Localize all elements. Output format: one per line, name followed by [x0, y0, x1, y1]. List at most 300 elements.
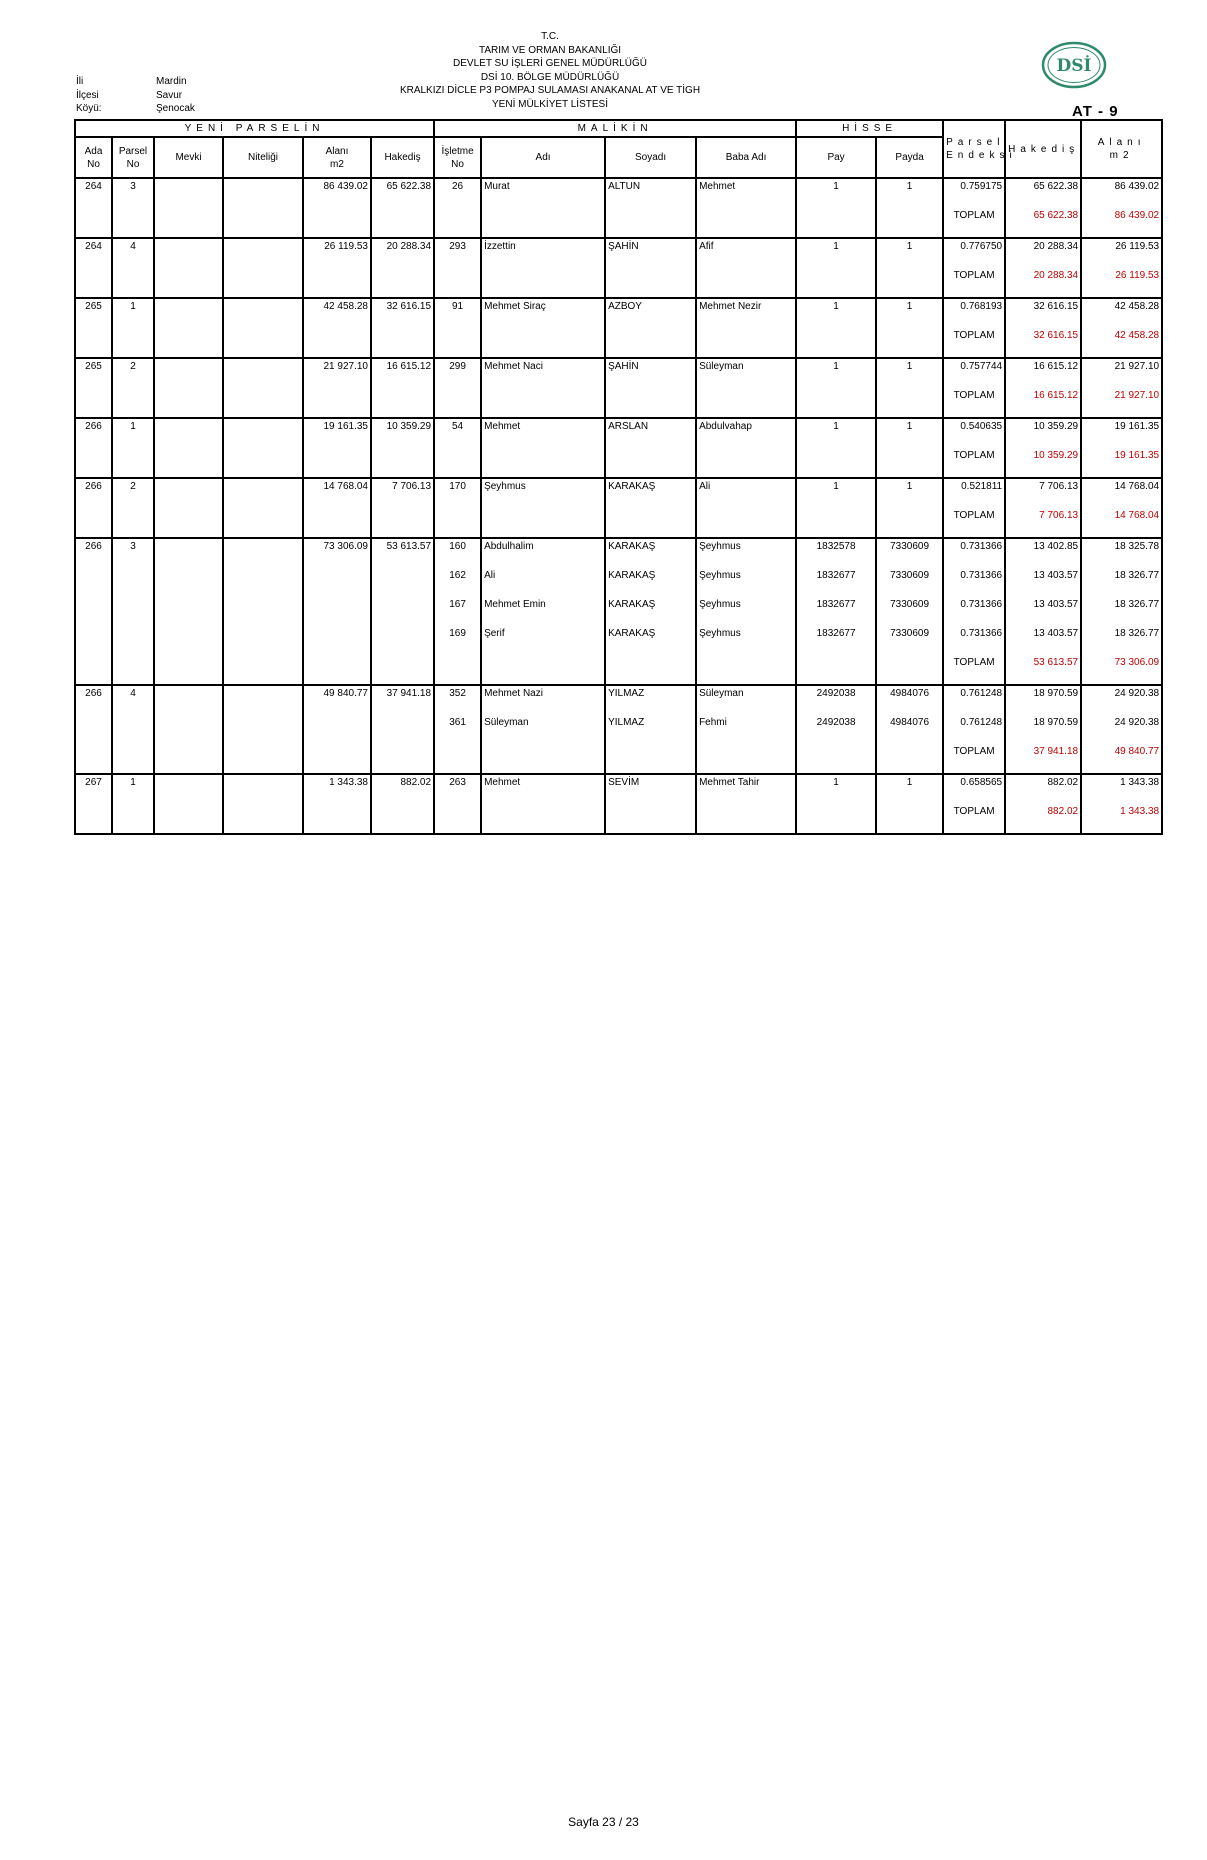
- cell-parsel: [112, 626, 154, 655]
- total-hakedis: 7 706.13: [1005, 508, 1081, 538]
- cell-isletme: [434, 268, 481, 298]
- cell-ada: [75, 268, 112, 298]
- cell-father-name: Mehmet: [696, 178, 796, 208]
- cell-payda: [876, 328, 943, 358]
- table-row: [75, 478, 1162, 508]
- cell-owner-hakedis: 7 706.13: [1005, 478, 1081, 508]
- cell-hakedis: 7 706.13: [371, 478, 434, 508]
- total-hakedis: 882.02: [1005, 804, 1081, 834]
- cell-owner-name: Süleyman: [481, 715, 605, 744]
- cell-alan: [303, 715, 371, 744]
- cell-niteligi: [223, 208, 303, 238]
- cell-alan: 42 458.28: [303, 298, 371, 328]
- table-row: [75, 568, 1162, 597]
- cell-alan: 26 119.53: [303, 238, 371, 268]
- cell-father-name: Mehmet Nezir: [696, 298, 796, 328]
- cell-father-name: [696, 208, 796, 238]
- cell-isletme: 162: [434, 568, 481, 597]
- cell-owner-alan: 24 920.38: [1081, 685, 1162, 715]
- cell-mevki: [154, 268, 223, 298]
- location-label: İli: [76, 76, 84, 87]
- cell-isletme: 263: [434, 774, 481, 804]
- total-alan: 42 458.28: [1081, 328, 1162, 358]
- header-line: DSİ 10. BÖLGE MÜDÜRLÜĞÜ: [480, 71, 620, 83]
- cell-niteligi: [223, 685, 303, 715]
- cell-mevki: [154, 685, 223, 715]
- cell-payda: [876, 655, 943, 685]
- table-row: [75, 774, 1162, 804]
- cell-niteligi: [223, 358, 303, 388]
- cell-mevki: [154, 804, 223, 834]
- cell-endeks: 0.731366: [943, 626, 1005, 655]
- cell-niteligi: [223, 744, 303, 774]
- table-row: [75, 448, 1162, 478]
- cell-owner-surname: YILMAZ: [605, 685, 696, 715]
- cell-parsel: 1: [112, 418, 154, 448]
- cell-father-name: Şeyhmus: [696, 626, 796, 655]
- total-alan: 14 768.04: [1081, 508, 1162, 538]
- total-label: TOPLAM: [943, 388, 1005, 418]
- cell-alan: 14 768.04: [303, 478, 371, 508]
- cell-parsel: 1: [112, 298, 154, 328]
- cell-pay: [796, 328, 876, 358]
- cell-isletme: 91: [434, 298, 481, 328]
- cell-mevki: [154, 744, 223, 774]
- cell-mevki: [154, 328, 223, 358]
- cell-alan: [303, 208, 371, 238]
- cell-father-name: [696, 508, 796, 538]
- cell-owner-name: Mehmet: [481, 774, 605, 804]
- cell-payda: [876, 804, 943, 834]
- total-label: TOPLAM: [943, 328, 1005, 358]
- col-header-alani: Alanı m2: [303, 137, 371, 178]
- cell-owner-surname: [605, 208, 696, 238]
- table-row: [75, 298, 1162, 328]
- cell-payda: [876, 268, 943, 298]
- cell-parsel: 3: [112, 178, 154, 208]
- cell-owner-hakedis: 10 359.29: [1005, 418, 1081, 448]
- cell-hakedis: 37 941.18: [371, 685, 434, 715]
- cell-alan: [303, 568, 371, 597]
- cell-payda: 1: [876, 418, 943, 448]
- cell-payda: 7330609: [876, 626, 943, 655]
- cell-payda: 4984076: [876, 685, 943, 715]
- cell-owner-surname: SEVİM: [605, 774, 696, 804]
- col-header-mevki: Mevki: [154, 137, 223, 178]
- cell-owner-alan: 19 161.35: [1081, 418, 1162, 448]
- cell-ada: 265: [75, 358, 112, 388]
- cell-mevki: [154, 208, 223, 238]
- total-label: TOPLAM: [943, 208, 1005, 238]
- cell-owner-alan: 21 927.10: [1081, 358, 1162, 388]
- location-info: [76, 75, 195, 116]
- cell-owner-surname: KARAKAŞ: [605, 626, 696, 655]
- cell-niteligi: [223, 626, 303, 655]
- cell-father-name: [696, 804, 796, 834]
- document-header: [330, 30, 770, 111]
- cell-ada: [75, 568, 112, 597]
- cell-pay: [796, 268, 876, 298]
- cell-father-name: [696, 328, 796, 358]
- table-row: [75, 328, 1162, 358]
- cell-hakedis: [371, 655, 434, 685]
- cell-owner-alan: 86 439.02: [1081, 178, 1162, 208]
- cell-payda: [876, 388, 943, 418]
- cell-owner-alan: 18 326.77: [1081, 568, 1162, 597]
- total-hakedis: 10 359.29: [1005, 448, 1081, 478]
- total-label: TOPLAM: [943, 508, 1005, 538]
- cell-pay: 1: [796, 478, 876, 508]
- cell-endeks: 0.731366: [943, 538, 1005, 568]
- group-header-owner: MALİKİN: [434, 120, 796, 137]
- cell-owner-hakedis: 882.02: [1005, 774, 1081, 804]
- col-header-niteligi: Niteliği: [223, 137, 303, 178]
- cell-niteligi: [223, 568, 303, 597]
- cell-owner-alan: 14 768.04: [1081, 478, 1162, 508]
- cell-father-name: [696, 388, 796, 418]
- cell-pay: 1: [796, 238, 876, 268]
- cell-owner-hakedis: 20 288.34: [1005, 238, 1081, 268]
- cell-owner-name: Mehmet Emin: [481, 597, 605, 626]
- total-hakedis: 20 288.34: [1005, 268, 1081, 298]
- cell-alan: [303, 508, 371, 538]
- cell-owner-name: Şeyhmus: [481, 478, 605, 508]
- total-alan: 19 161.35: [1081, 448, 1162, 478]
- cell-mevki: [154, 448, 223, 478]
- cell-alan: [303, 626, 371, 655]
- cell-endeks: 0.521811: [943, 478, 1005, 508]
- cell-mevki: [154, 358, 223, 388]
- cell-pay: 1832578: [796, 538, 876, 568]
- header-line: YENİ MÜLKİYET LİSTESİ: [492, 98, 608, 110]
- cell-payda: 7330609: [876, 568, 943, 597]
- cell-alan: [303, 388, 371, 418]
- cell-parsel: [112, 448, 154, 478]
- cell-parsel: [112, 804, 154, 834]
- group-header-share: HİSSE: [796, 120, 943, 137]
- cell-hakedis: 10 359.29: [371, 418, 434, 448]
- cell-owner-alan: 18 326.77: [1081, 597, 1162, 626]
- cell-niteligi: [223, 418, 303, 448]
- cell-niteligi: [223, 448, 303, 478]
- page-footer: Sayfa 23 / 23: [568, 1815, 639, 1829]
- cell-parsel: 4: [112, 238, 154, 268]
- cell-ada: [75, 448, 112, 478]
- col-header-hakedis2: Hakediş: [1005, 120, 1081, 178]
- cell-isletme: 361: [434, 715, 481, 744]
- group-header-parcel: YENİ PARSELİN: [75, 120, 434, 137]
- cell-owner-alan: 18 325.78: [1081, 538, 1162, 568]
- cell-payda: [876, 508, 943, 538]
- table-row: [75, 538, 1162, 568]
- cell-hakedis: [371, 804, 434, 834]
- cell-payda: 1: [876, 298, 943, 328]
- cell-hakedis: 32 616.15: [371, 298, 434, 328]
- cell-isletme: 299: [434, 358, 481, 388]
- cell-alan: 1 343.38: [303, 774, 371, 804]
- cell-owner-name: Murat: [481, 178, 605, 208]
- cell-owner-name: [481, 208, 605, 238]
- cell-endeks: 0.731366: [943, 568, 1005, 597]
- cell-owner-surname: KARAKAŞ: [605, 568, 696, 597]
- cell-mevki: [154, 508, 223, 538]
- cell-niteligi: [223, 328, 303, 358]
- cell-pay: 1: [796, 358, 876, 388]
- cell-pay: [796, 388, 876, 418]
- location-label: İlçesi: [76, 89, 99, 101]
- cell-father-name: [696, 655, 796, 685]
- total-hakedis: 53 613.57: [1005, 655, 1081, 685]
- cell-pay: [796, 208, 876, 238]
- cell-hakedis: [371, 268, 434, 298]
- cell-ada: 264: [75, 178, 112, 208]
- cell-isletme: [434, 804, 481, 834]
- col-header-soyadi: Soyadı: [605, 137, 696, 178]
- cell-parsel: [112, 744, 154, 774]
- cell-payda: 1: [876, 358, 943, 388]
- cell-ada: 265: [75, 298, 112, 328]
- cell-hakedis: 882.02: [371, 774, 434, 804]
- cell-owner-name: [481, 508, 605, 538]
- cell-owner-surname: KARAKAŞ: [605, 597, 696, 626]
- cell-mevki: [154, 774, 223, 804]
- cell-ada: [75, 626, 112, 655]
- cell-parsel: [112, 568, 154, 597]
- cell-endeks: 0.757744: [943, 358, 1005, 388]
- cell-niteligi: [223, 478, 303, 508]
- col-header-alani2: Alanı m2: [1081, 120, 1162, 178]
- cell-endeks: 0.540635: [943, 418, 1005, 448]
- location-label: Köyü:: [76, 103, 102, 114]
- cell-ada: 266: [75, 418, 112, 448]
- cell-endeks: 0.731366: [943, 597, 1005, 626]
- table-row: [75, 178, 1162, 208]
- table-row: [75, 268, 1162, 298]
- cell-parsel: 4: [112, 685, 154, 715]
- table-row: [75, 685, 1162, 715]
- cell-payda: [876, 448, 943, 478]
- cell-isletme: [434, 744, 481, 774]
- cell-parsel: [112, 268, 154, 298]
- cell-isletme: 170: [434, 478, 481, 508]
- cell-owner-hakedis: 13 403.57: [1005, 597, 1081, 626]
- cell-hakedis: [371, 568, 434, 597]
- cell-alan: 49 840.77: [303, 685, 371, 715]
- cell-owner-hakedis: 65 622.38: [1005, 178, 1081, 208]
- cell-owner-name: Şerif: [481, 626, 605, 655]
- cell-owner-hakedis: 18 970.59: [1005, 685, 1081, 715]
- table-row: [75, 715, 1162, 744]
- cell-pay: 1: [796, 178, 876, 208]
- cell-isletme: 293: [434, 238, 481, 268]
- col-header-endeks: Parsel Endeksi: [943, 120, 1005, 178]
- cell-pay: [796, 448, 876, 478]
- header-line: DEVLET SU İŞLERİ GENEL MÜDÜRLÜĞÜ: [453, 58, 647, 69]
- cell-pay: 2492038: [796, 715, 876, 744]
- table-row: [75, 208, 1162, 238]
- cell-ada: [75, 597, 112, 626]
- cell-isletme: 167: [434, 597, 481, 626]
- cell-owner-surname: ŞAHİN: [605, 238, 696, 268]
- cell-alan: 19 161.35: [303, 418, 371, 448]
- cell-parsel: 2: [112, 358, 154, 388]
- cell-parsel: 1: [112, 774, 154, 804]
- table-row: [75, 626, 1162, 655]
- cell-hakedis: [371, 208, 434, 238]
- cell-isletme: [434, 208, 481, 238]
- cell-mevki: [154, 298, 223, 328]
- cell-owner-surname: [605, 655, 696, 685]
- cell-hakedis: 53 613.57: [371, 538, 434, 568]
- cell-pay: 1832677: [796, 626, 876, 655]
- cell-owner-name: Mehmet Siraç: [481, 298, 605, 328]
- cell-hakedis: [371, 508, 434, 538]
- cell-father-name: Afif: [696, 238, 796, 268]
- cell-ada: [75, 715, 112, 744]
- cell-payda: 1: [876, 178, 943, 208]
- cell-alan: 21 927.10: [303, 358, 371, 388]
- cell-father-name: [696, 448, 796, 478]
- cell-payda: 1: [876, 774, 943, 804]
- ownership-table: [74, 119, 1163, 835]
- cell-niteligi: [223, 597, 303, 626]
- cell-owner-surname: [605, 804, 696, 834]
- cell-payda: 4984076: [876, 715, 943, 744]
- cell-father-name: [696, 744, 796, 774]
- cell-niteligi: [223, 238, 303, 268]
- cell-parsel: [112, 328, 154, 358]
- total-label: TOPLAM: [943, 268, 1005, 298]
- cell-mevki: [154, 568, 223, 597]
- logo-text: DSİ: [1056, 56, 1092, 76]
- cell-payda: 7330609: [876, 538, 943, 568]
- location-value: Savur: [156, 89, 183, 101]
- cell-parsel: 3: [112, 538, 154, 568]
- table-row: [75, 358, 1162, 388]
- cell-isletme: 352: [434, 685, 481, 715]
- cell-payda: 7330609: [876, 597, 943, 626]
- cell-endeks: 0.776750: [943, 238, 1005, 268]
- cell-father-name: Süleyman: [696, 358, 796, 388]
- cell-pay: 1: [796, 418, 876, 448]
- total-alan: 26 119.53: [1081, 268, 1162, 298]
- table-row: [75, 388, 1162, 418]
- cell-owner-surname: ARSLAN: [605, 418, 696, 448]
- cell-owner-hakedis: 32 616.15: [1005, 298, 1081, 328]
- cell-owner-name: Mehmet Nazi: [481, 685, 605, 715]
- cell-isletme: [434, 508, 481, 538]
- cell-alan: [303, 448, 371, 478]
- cell-alan: 73 306.09: [303, 538, 371, 568]
- cell-father-name: Ali: [696, 478, 796, 508]
- cell-isletme: 169: [434, 626, 481, 655]
- cell-owner-name: Ali: [481, 568, 605, 597]
- table-row: [75, 597, 1162, 626]
- cell-ada: 264: [75, 238, 112, 268]
- cell-owner-name: Mehmet Naci: [481, 358, 605, 388]
- cell-alan: [303, 655, 371, 685]
- cell-hakedis: [371, 448, 434, 478]
- cell-payda: 1: [876, 238, 943, 268]
- cell-alan: [303, 804, 371, 834]
- cell-father-name: Şeyhmus: [696, 568, 796, 597]
- cell-father-name: Fehmi: [696, 715, 796, 744]
- total-label: TOPLAM: [943, 655, 1005, 685]
- cell-owner-name: İzzettin: [481, 238, 605, 268]
- cell-payda: 1: [876, 478, 943, 508]
- cell-owner-name: [481, 388, 605, 418]
- col-header-baba: Baba Adı: [696, 137, 796, 178]
- col-header-hakedis: Hakediş: [371, 137, 434, 178]
- cell-mevki: [154, 538, 223, 568]
- location-value: Mardin: [156, 76, 187, 87]
- cell-hakedis: [371, 597, 434, 626]
- cell-niteligi: [223, 508, 303, 538]
- cell-owner-alan: 42 458.28: [1081, 298, 1162, 328]
- header-line: KRALKIZI DİCLE P3 POMPAJ SULAMASI ANAKANAL AT VE TİGH: [399, 85, 701, 96]
- total-alan: 1 343.38: [1081, 804, 1162, 834]
- cell-owner-alan: 24 920.38: [1081, 715, 1162, 744]
- total-label: TOPLAM: [943, 744, 1005, 774]
- cell-owner-surname: [605, 268, 696, 298]
- cell-ada: [75, 508, 112, 538]
- cell-alan: [303, 744, 371, 774]
- cell-owner-hakedis: 18 970.59: [1005, 715, 1081, 744]
- cell-ada: 266: [75, 478, 112, 508]
- cell-alan: [303, 597, 371, 626]
- cell-isletme: 54: [434, 418, 481, 448]
- cell-pay: [796, 804, 876, 834]
- cell-parsel: [112, 508, 154, 538]
- cell-parsel: [112, 208, 154, 238]
- cell-ada: [75, 804, 112, 834]
- cell-hakedis: 20 288.34: [371, 238, 434, 268]
- cell-endeks: 0.761248: [943, 685, 1005, 715]
- cell-endeks: 0.759175: [943, 178, 1005, 208]
- cell-owner-name: [481, 328, 605, 358]
- cell-niteligi: [223, 388, 303, 418]
- cell-hakedis: [371, 626, 434, 655]
- total-hakedis: 16 615.12: [1005, 388, 1081, 418]
- cell-payda: [876, 744, 943, 774]
- cell-mevki: [154, 715, 223, 744]
- cell-owner-surname: [605, 448, 696, 478]
- cell-ada: 266: [75, 538, 112, 568]
- cell-father-name: [696, 268, 796, 298]
- col-header-parsel: Parsel No: [112, 137, 154, 178]
- cell-owner-surname: YILMAZ: [605, 715, 696, 744]
- col-header-ada: Ada No: [75, 137, 112, 178]
- cell-hakedis: [371, 744, 434, 774]
- cell-pay: [796, 508, 876, 538]
- cell-mevki: [154, 478, 223, 508]
- table-row: [75, 744, 1162, 774]
- cell-niteligi: [223, 655, 303, 685]
- cell-ada: [75, 655, 112, 685]
- cell-mevki: [154, 655, 223, 685]
- cell-hakedis: 65 622.38: [371, 178, 434, 208]
- cell-owner-alan: 18 326.77: [1081, 626, 1162, 655]
- total-hakedis: 32 616.15: [1005, 328, 1081, 358]
- cell-owner-alan: 26 119.53: [1081, 238, 1162, 268]
- cell-parsel: [112, 388, 154, 418]
- col-header-isletme: İşletme No: [434, 137, 481, 178]
- cell-mevki: [154, 418, 223, 448]
- cell-alan: [303, 268, 371, 298]
- cell-pay: 1832677: [796, 568, 876, 597]
- cell-payda: [876, 208, 943, 238]
- total-label: TOPLAM: [943, 448, 1005, 478]
